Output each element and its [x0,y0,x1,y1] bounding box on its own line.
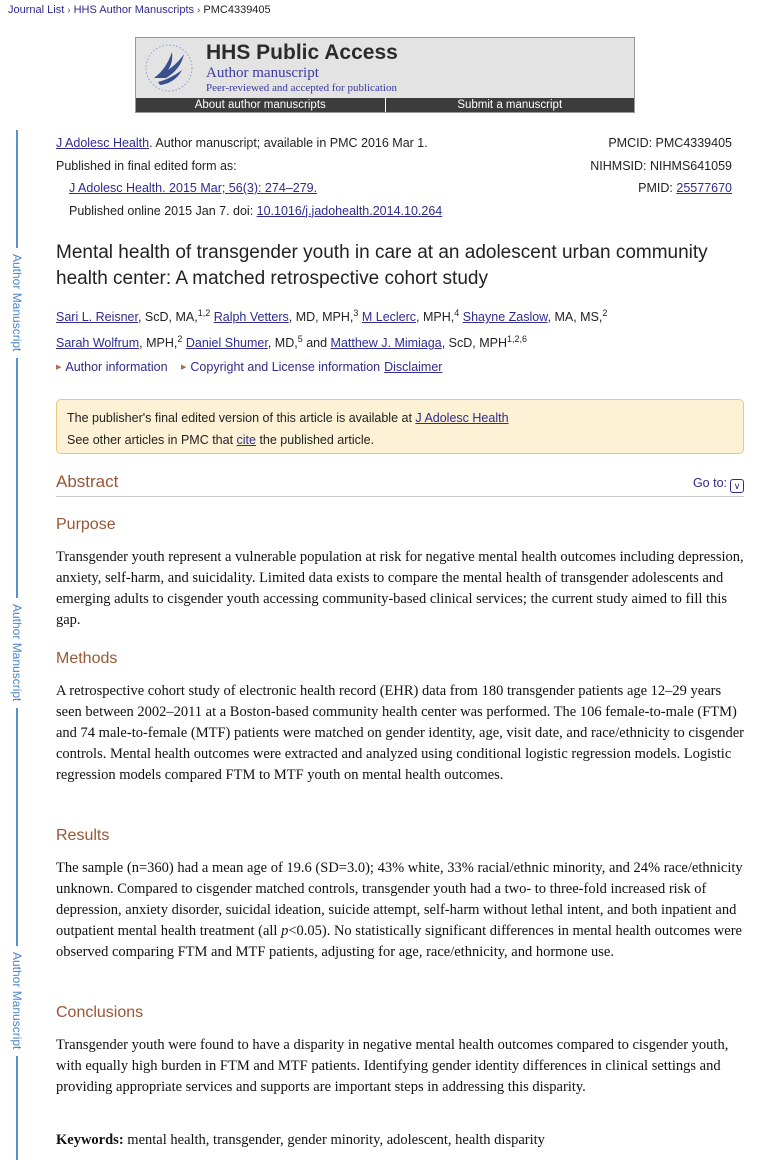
pmid-label: PMID: [638,181,677,195]
final-version-link[interactable]: J Adolesc Health. 2015 Mar; 56(3): 274–279. [69,181,318,195]
breadcrumb-separator-icon: › [67,5,71,16]
hhs-public-access-banner [135,37,635,113]
citation-meta [56,132,732,222]
banner-subtitle: Author manuscript [206,65,319,81]
doi-link[interactable]: 10.1016/j.jadohealth.2014.10.264 [256,203,443,218]
author-affiliation: 2 [177,334,183,345]
hhs-eagle-logo-icon [142,42,198,94]
triangle-right-icon: ▶ [56,364,62,371]
published-online-text: Published online 2015 Jan 7. doi: [69,203,257,218]
author-link[interactable]: Ralph Vetters [213,310,289,325]
rail-label: Author Manuscript [8,946,26,1056]
goto-label: Go to: [692,476,727,490]
nihmsid: NIHMSID: NIHMS641059 [590,158,732,173]
author-credentials: , MA, MS, [547,310,603,325]
abstract-header [56,472,744,497]
conclusions-text: Transgender youth were found to have a disparity in negative mental health outcomes compared to cisgender youth, with equally high burden in FTM and MTF patients. Identifying gender identity differences in clinical settings and providing appropriate services and supports are important steps in addressing this disparity. [56,1037,729,1095]
author-link[interactable]: Shayne Zaslow [462,310,548,325]
banner-action-bar [136,98,634,112]
results-text-part: <0.05). No statistically significant differences in mental health outcomes were observed comparing FTM and MTF patients, adjusting for age, race/ethnicity, and hormone use. [56,923,742,960]
author-credentials: , MPH, [416,310,455,325]
purpose-text: Transgender youth represent a vulnerable population at risk for negative mental health outcomes including depression, anxiety, self-harm, and suicidality. Limited data exists to compare the mental health of transgender adolescents and emerging adults to cisgender youth accessing community-based clinical services; the current study aimed to fill this gap. [56,549,744,628]
p-value-symbol: p [281,923,289,939]
submit-manuscript-link[interactable]: Submit a manuscript [385,98,635,112]
author-affiliation: 1,2 [197,308,211,318]
rail-label: Author Manuscript [8,248,26,358]
author-credentials: , MPH, [139,336,178,351]
banner-tagline: Peer-reviewed and accepted for publication [206,82,397,94]
notice-text: the published article. [255,433,375,447]
journal-link[interactable]: J Adolesc Health [56,136,150,150]
breadcrumb-separator-icon: › [197,5,201,16]
author-list [56,302,736,354]
pmid-link[interactable]: 25577670 [676,181,732,195]
availability-text: . Author manuscript; available in PMC 2016 Mar 1. [149,136,428,150]
keywords-label: Keywords: [56,1132,124,1148]
author-affiliation: 2 [602,308,608,318]
article-title: Mental health of transgender youth in care at an adolescent urban community health center: A matched retrospective cohort study [56,242,708,289]
author-link[interactable]: Sari L. Reisner [56,310,138,325]
results-text [56,858,746,963]
copyright-toggle[interactable] [181,360,380,374]
notice-text: See other articles in PMC that [67,433,237,447]
results-heading: Results [56,827,110,844]
author-affiliation: 4 [454,308,460,318]
author-credentials: , ScD, MA, [137,310,198,325]
author-affiliation: 1,2,6 [507,334,528,345]
pmid [638,177,732,200]
keywords [56,1130,746,1151]
about-author-manuscripts-link[interactable]: About author manuscripts [194,99,326,111]
goto-menu[interactable] [693,476,744,493]
author-link[interactable]: Matthew J. Mimiaga [330,336,442,351]
author-link[interactable]: Daniel Shumer [185,336,268,351]
rail-label: Author Manuscript [8,598,26,708]
article-info-links [56,360,442,374]
methods-text: A retrospective cohort study of electronic health record (EHR) data from 180 transgender patients age 12–29 years seen between 2002–2011 at a Boston-based community health center was performed. The 106 female-to-male (FTM) and 74 male-to-female (MTF) patients were matched on gender identity, age, visit date, and race/ethnicity to cisgender controls. Mental health outcomes were extracted and analyzed using conditional logistic regression models. Logistic regression models compared FTM to MTF youth on mental health outcomes. [56,683,744,783]
results-text-part: The sample (n=360) had a mean age of 19.6 (SD=3.0); 43% white, 33% racial/ethnic minority, and 24% race/ethnicity unknown. Compared to cisgender matched controls, transgender youth had a two- to three-fold increased risk of depression, anxiety disorder, suicidal ideation, suicide attempt, self-harm without lethal intent, and both inpatient and outpatient mental health treatment (all [56,860,743,939]
abstract-heading: Abstract [56,472,119,491]
breadcrumb-hhs-author-manuscripts[interactable]: HHS Author Manuscripts [73,4,195,16]
author-affiliation: 3 [353,308,359,318]
copyright-label: Copyright and License information [190,360,381,374]
breadcrumb [8,4,271,16]
disclaimer-link[interactable]: Disclaimer [384,360,443,374]
notice-text: The publisher's final edited version of this article is available at [67,411,416,425]
author-credentials: , MD, [267,336,298,351]
cite-link[interactable]: cite [236,433,256,447]
published-final-label: Published in final edited form as: [56,158,237,173]
conclusions-heading: Conclusions [56,1004,144,1021]
author-information-label: Author information [65,360,168,374]
and-word: and [306,336,328,351]
breadcrumb-current: PMC4339405 [203,4,271,16]
breadcrumb-journal-list[interactable]: Journal List [8,4,65,16]
author-affiliation: 5 [297,334,303,345]
keywords-list: mental health, transgender, gender minority, adolescent, health disparity [123,1132,545,1148]
author-link[interactable]: M Leclerc [361,310,417,325]
purpose-heading: Purpose [56,516,116,533]
author-credentials: , MD, MPH, [288,310,354,325]
methods-heading: Methods [56,650,118,667]
triangle-right-icon: ▶ [181,364,187,371]
chevron-down-icon: ∨ [730,479,744,493]
publisher-notice [56,399,744,454]
author-link[interactable]: Sarah Wolfrum [56,336,140,351]
author-information-toggle[interactable] [56,360,168,374]
pmcid: PMCID: PMC4339405 [608,136,732,150]
banner-title: HHS Public Access [206,41,398,64]
publisher-version-link[interactable]: J Adolesc Health [415,411,509,425]
author-credentials: , ScD, MPH [441,336,507,351]
